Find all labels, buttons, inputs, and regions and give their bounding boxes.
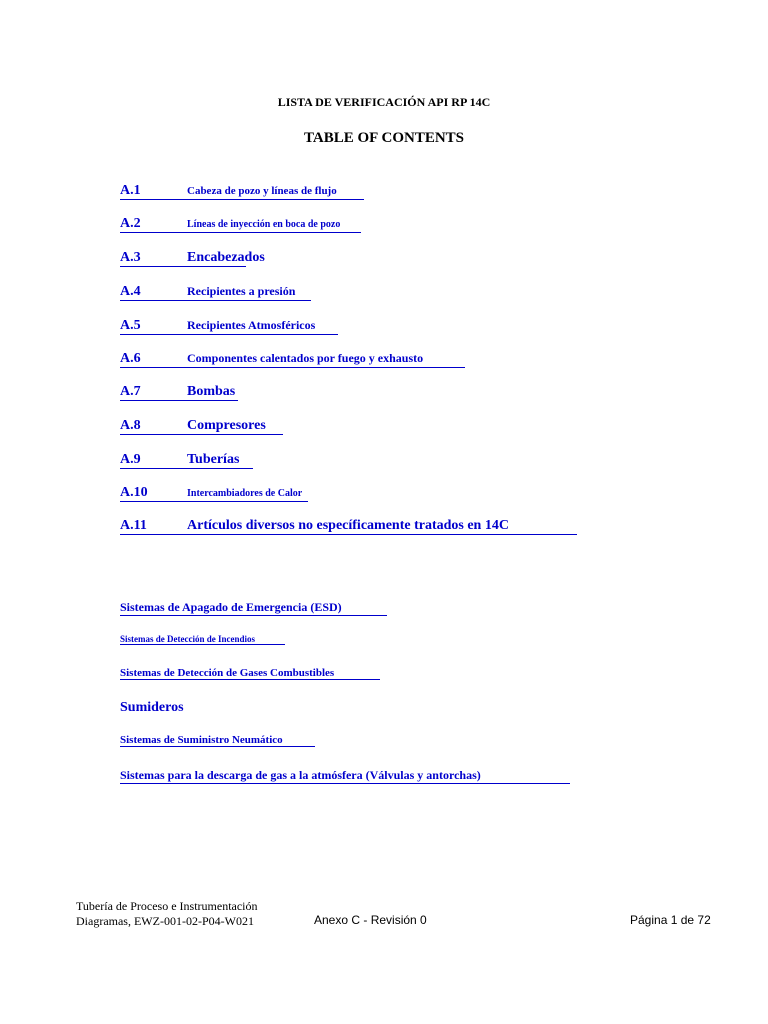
toc-number: A.5 — [120, 318, 141, 333]
sys-link-gas-discharge[interactable]: Sistemas para la descarga de gas a la atmósfera (Válvulas y antorchas) — [120, 768, 570, 784]
footer-page-number: Página 1 de 72 — [630, 913, 711, 927]
toc-label: Componentes calentados por fuego y exhausto — [187, 351, 424, 365]
toc-link-a4[interactable] — [120, 282, 311, 301]
toc-link-a7[interactable] — [120, 382, 238, 401]
toc-link-a9[interactable] — [120, 450, 253, 469]
toc-number: A.9 — [120, 452, 141, 467]
toc-label: Artículos diversos no específicamente tratados en 14C — [187, 518, 509, 533]
footer-line-1: Tubería de Proceso e Instrumentación — [76, 899, 258, 913]
toc-number: A.3 — [120, 250, 141, 265]
toc-number: A.6 — [120, 351, 141, 366]
sys-link-sumps[interactable]: Sumideros — [120, 700, 184, 715]
toc-link-a2[interactable] — [120, 214, 361, 233]
toc-label: Intercambiadores de Calor — [187, 488, 303, 499]
toc-number: A.4 — [120, 284, 141, 299]
toc-label: Compresores — [187, 418, 266, 433]
footer-line-2: Diagramas, EWZ-001-02-P04-W021 — [76, 914, 254, 928]
toc-number: A.1 — [120, 183, 141, 198]
sys-link-gas-detection[interactable]: Sistemas de Detección de Gases Combustibles — [120, 667, 380, 680]
toc-label: Recipientes Atmosféricos — [187, 318, 316, 332]
toc-link-a6[interactable] — [120, 349, 465, 368]
toc-label: Líneas de inyección en boca de pozo — [187, 219, 341, 230]
toc-label: Encabezados — [187, 250, 265, 265]
sys-link-fire-detection[interactable]: Sistemas de Detección de Incendios — [120, 634, 285, 645]
toc-link-a5[interactable] — [120, 316, 338, 335]
sys-link-esd[interactable]: Sistemas de Apagado de Emergencia (ESD) — [120, 600, 387, 616]
toc-label: Recipientes a presión — [187, 284, 296, 298]
toc-link-a10[interactable] — [120, 483, 308, 502]
toc-link-a8[interactable] — [120, 416, 283, 435]
toc-number: A.10 — [120, 485, 148, 500]
document-title: LISTA DE VERIFICACIÓN API RP 14C — [277, 95, 491, 109]
toc-link-a11[interactable] — [120, 516, 577, 535]
toc-link-a1[interactable] — [120, 181, 364, 200]
toc-number: A.2 — [120, 216, 141, 231]
toc-label: Tuberías — [187, 452, 240, 467]
toc-number: A.7 — [120, 384, 141, 399]
sys-link-pneumatic[interactable]: Sistemas de Suministro Neumático — [120, 734, 315, 747]
toc-number: A.8 — [120, 418, 141, 433]
toc-link-a3[interactable] — [120, 248, 265, 267]
toc-label: Cabeza de pozo y líneas de flujo — [187, 185, 337, 197]
footer-document-ref — [76, 899, 258, 929]
toc-heading: TABLE OF CONTENTS — [303, 130, 465, 146]
footer-revision: Anexo C - Revisión 0 — [314, 913, 427, 927]
toc-label: Bombas — [187, 384, 236, 399]
toc-number: A.11 — [120, 518, 147, 533]
